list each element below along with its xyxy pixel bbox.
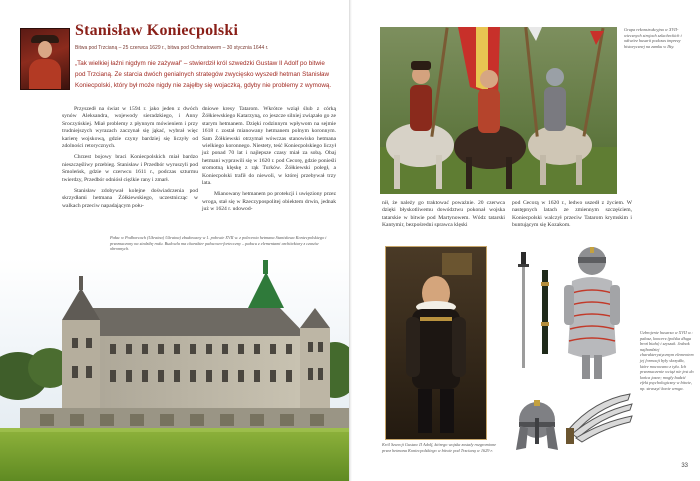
- castle-caption: Pałac w Podhorcach (Ukraina) Ukraina) zbudowany w 1. połowie XVII w. z polecenia hetmana Stanisława Koniecpolskiego i przeznaczony na siedzibę rodu. Budowla ma charakter pałacowo-fortecczny – pałacu z elementami architektury z czasów obronnych.: [110, 235, 327, 252]
- article-subtitle: Bitwa pod Trzcianą – 25 czerwca 1629 r., bitwa pod Ochmatowem – 30 stycznia 1644 r.: [75, 45, 269, 51]
- paragraph: Stanisław zdobywał kolejne doświadczenia pod skrzydłami hetmana Żółkiewskiego, uczestnicząc w walkach przeciw napadającym połu-: [62, 188, 198, 209]
- paragraph: nił, że należy go traktować poważnie. 20 czerwca dzięki błyskotliwemu dowództwu pokonał wojska tatarskie w bitwie pod Martynowem. Wódz tatarski Kantymir, bezpośredni sprawca klęski: [382, 200, 505, 229]
- paragraph: dniowe kresy Tatarom. Wkrótce wziął ślub z córką Żółkiewskiego Katarzyną, co jeszcze silniej związało go ze starym hetmanem. Dzięki rodzinnym wpływom na sejmie 1618 r. został mianowany hetmanem polnym koronnym. Sam Żółkiewski otrzymał wówczas stanowisko hetmana wielkiego koronnego. Niestety, teść Koniecpolskiego liczył już ponad 70 lat i najlepsze czasy miał za sobą. Obaj hetmani wyprawili się w 1620 r. pod Cecorę, gdzie ponieśli sromotną klęskę z rąk Turków. Żółkiewski poległ, a Koniecpolski trafił do niewoli, w której przebywał trzy lata.: [202, 106, 336, 187]
- paragraph: Przyszedł na świat w 1594 r. jako jeden z dwóch synów Aleksandra, wojewody sieradzkiego, i Anny Sroczyńskiej. Miał problemy z płynnym mówieniem i przy trudniejszych wyrazach zaczynał się jąkać, wybrał więc karierę wojskową, gdzie czyny bardziej się liczyły od zdolności retorycznych.: [62, 106, 198, 150]
- gustavus-caption: Król Szwecji Gustaw II Adolf, którego wojska zostały rozgromione przez hetmana Koniecpolskiego w bitwie pod Trzcianą w 1629 r.: [382, 442, 497, 453]
- sabre-illustration: [516, 252, 556, 372]
- text-column-3: [382, 200, 505, 234]
- page-gutter: [349, 0, 352, 481]
- page-number: 33: [681, 463, 688, 469]
- paragraph: pod Cecorą w 1620 r., ledwo uszedł z życiem. W następnych latach ze zmiennym szczęściem, Koniecpolski walczył przeciw Tatarom krymskim i buntującym się Kozakom.: [512, 200, 632, 229]
- koniecpolski-portrait: [20, 28, 70, 90]
- paragraph: Mianowany hetmanem po protekcji i uwięziony przez wroga, stał się w Rzeczypospolitej obiektem drwin, jednak już w 1624 r. udowod-: [202, 191, 336, 213]
- reenactors-photo: [380, 27, 617, 194]
- reenactors-caption: Grupa rekonstrukcyjna w XVII-wiecznych strojach szlacheckich i odtwórz husarii podczas imprezy historycznej na zamku w Iłży.: [624, 27, 682, 49]
- podhorce-castle-photo: [0, 258, 349, 481]
- text-column-4: [512, 200, 632, 234]
- szyszak-helmet-illustration: [514, 398, 560, 460]
- text-column-1: [62, 106, 198, 214]
- article-title: Stanisław Koniecpolski: [75, 22, 239, 39]
- paragraph: Chrzest bojowy braci Koniecpolskich miał bardzo nieszczęśliwy przebieg. Stanisław i Przedbór wyruszyli pod Smoleńsk, gdzie w czerwcu 1611 r., podczas szturmu twierdzy, Przedbór odniósł ciężkie rany i zmarł.: [62, 154, 198, 183]
- armor-caption: Uzbrojenie husarza w XVII w.: pałasz, koncerz (polska długa broń biała) i szyszak. Jednak najbardziej charakterystycznym elementem jej formacji były skrzydła, które mocowano z tyłu. Ich przeznaczenie wciąż nie jest do końca jasne; mogły budzić efekt psychologiczny w bitwie, np. straszyć konie wroga.: [640, 330, 694, 391]
- gustavus-adolphus-portrait: [385, 246, 487, 440]
- hussar-armor-illustration: [562, 243, 622, 383]
- lead-quote: „Tak wielkiej łaźni nigdym nie zażywał” – stwierdził król szwedzki Gustaw II Adolf po bitwie pod Trzcianą. Ze starcia dwóch genialnych strategów zwycięsko wyszedł hetman Stanisław Koniecpolski, który był może nigdy nie zajęłby się wojaczką, gdyby nie problemy z wymową.: [75, 60, 332, 89]
- text-column-2: [202, 106, 336, 218]
- hussar-wing-illustration: [564, 390, 634, 446]
